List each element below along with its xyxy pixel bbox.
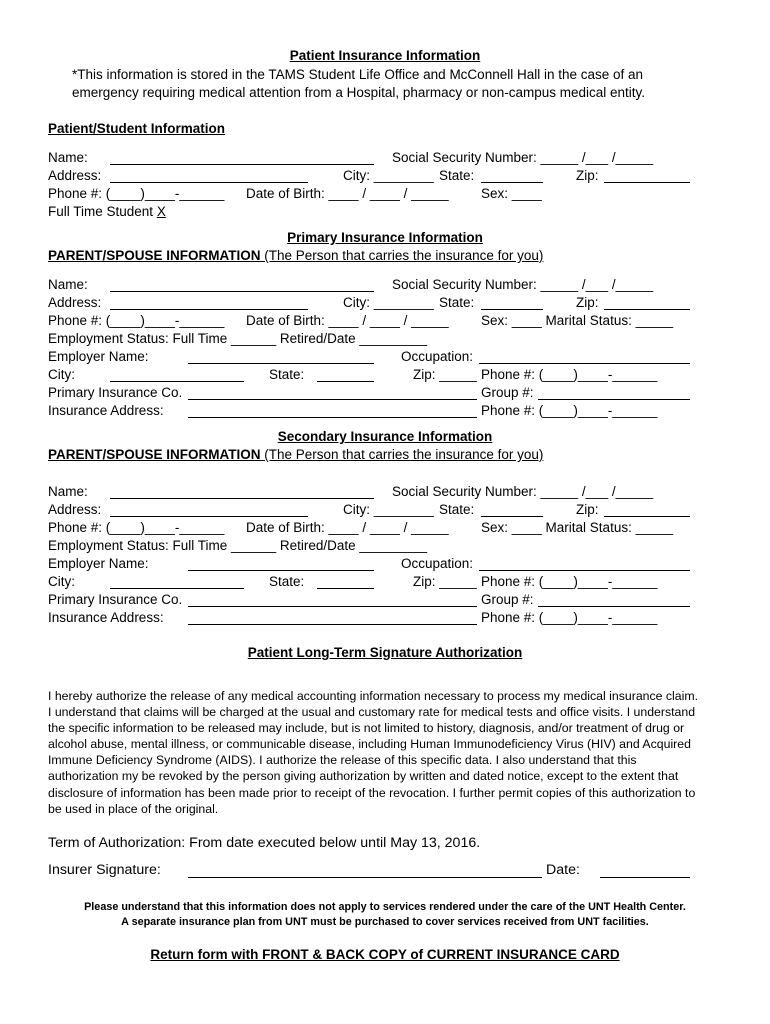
primary-insurance-co-field[interactable]	[188, 399, 477, 400]
primary-employment-status: Employment Status: Full Time ______ Retired/Date _________	[48, 331, 427, 346]
secondary-address-label: Address:	[48, 502, 102, 517]
primary-phone-label: Phone #: (____)____-______	[48, 313, 225, 328]
primary-employer-state-field[interactable]	[317, 381, 374, 382]
primary-zip-label: Zip:	[576, 295, 599, 310]
secondary-employer-field[interactable]	[188, 570, 374, 571]
secondary-group-label: Group #:	[481, 592, 534, 607]
secondary-employer-phone-label: Phone #: (____)____-______	[481, 574, 658, 589]
patient-city-label: City: ________	[343, 168, 434, 183]
primary-employer-field[interactable]	[188, 363, 374, 364]
secondary-name-field[interactable]	[110, 498, 374, 499]
term-of-authorization: Term of Authorization: From date executed below until May 13, 2016.	[48, 835, 481, 851]
primary-parent-spouse-note: (The Person that carries the insurance for you)	[260, 248, 544, 263]
secondary-parent-spouse-heading	[48, 447, 543, 463]
secondary-employer-label: Employer Name:	[48, 556, 149, 571]
primary-insurance-address-label: Insurance Address:	[48, 403, 164, 418]
primary-name-field[interactable]	[110, 291, 374, 292]
secondary-group-field[interactable]	[538, 606, 690, 607]
primary-employer-state-label: State:	[269, 367, 305, 382]
secondary-state-field[interactable]	[481, 516, 543, 517]
primary-employer-label: Employer Name:	[48, 349, 149, 364]
secondary-employer-state-field[interactable]	[317, 588, 374, 589]
primary-employer-phone-label: Phone #: (____)____-______	[481, 367, 658, 382]
secondary-name-label: Name:	[48, 484, 88, 499]
secondary-insurance-address-field[interactable]	[188, 624, 477, 625]
primary-name-label: Name:	[48, 277, 88, 292]
unt-separate-plan-note: A separate insurance plan from UNT must be purchased to cover services received from UNT facilities.	[121, 916, 649, 928]
secondary-employment-status: Employment Status: Full Time ______ Retired/Date _________	[48, 538, 427, 553]
primary-ssn-label: Social Security Number: _____ /___ /_____	[392, 277, 654, 292]
patient-phone-label: Phone #: (____)____-______	[48, 186, 225, 201]
secondary-parent-spouse-note: (The Person that carries the insurance for you)	[260, 447, 544, 462]
patient-zip-field[interactable]	[604, 182, 690, 183]
secondary-insurance-heading: Secondary Insurance Information	[277, 429, 493, 444]
patient-name-field[interactable]	[110, 164, 374, 165]
secondary-occupation-field[interactable]	[479, 570, 690, 571]
patient-state-field[interactable]	[481, 182, 543, 183]
patient-address-field[interactable]	[110, 182, 308, 183]
primary-occupation-field[interactable]	[479, 363, 690, 364]
page-title: Patient Insurance Information	[289, 48, 481, 63]
primary-zip-field[interactable]	[604, 309, 690, 310]
secondary-dob-label: Date of Birth: ____ / ____ / _____	[246, 520, 449, 535]
storage-note-line-2: emergency requiring medical attention from a Hospital, pharmacy or non-campus medical entity.	[72, 85, 646, 100]
secondary-employer-city-field[interactable]	[110, 588, 244, 589]
primary-sex-marital-label: Sex: ____ Marital Status: _____	[481, 313, 674, 328]
authorization-paragraph: I hereby authorize the release of any medical accounting information necessary to process my medical insurance claim. I understand that claims will be charged at the usual and customary rate for medical tests and office visits. I understand the specific information to be released may include, but is not limited to history, diagnosis, and/or treatment of drug or alcohol abuse, mental illness, or communicable disease, including Human Immunodeficiency Virus (HIV) and Acquired Immune Deficiency Syndrome (AIDS). I authorize the release of this specific data. I also understand that this authorization my be revoked by the person giving authorization by written and dated notice, except to the extent that disclosure of information has been made prior to receipt of the revocation. I further permit copies of this authorization to be used in place of the original.	[48, 689, 699, 816]
primary-insurance-heading: Primary Insurance Information	[287, 230, 483, 245]
secondary-zip-label: Zip:	[576, 502, 599, 517]
secondary-employer-state-label: State:	[269, 574, 305, 589]
secondary-phone-label: Phone #: (____)____-______	[48, 520, 225, 535]
secondary-parent-spouse-title: PARENT/SPOUSE INFORMATION	[48, 447, 261, 462]
primary-parent-spouse-title: PARENT/SPOUSE INFORMATION	[48, 248, 261, 263]
primary-state-label: State:	[439, 295, 475, 310]
patient-name-label: Name:	[48, 150, 88, 165]
secondary-insurance-address-label: Insurance Address:	[48, 610, 164, 625]
secondary-employer-city-label: City:	[48, 574, 75, 589]
authorization-heading: Patient Long-Term Signature Authorization	[247, 645, 523, 660]
primary-insurance-phone-label: Phone #: (____)____-______	[481, 403, 658, 418]
secondary-employer-zip-label: Zip: _____	[413, 574, 477, 589]
secondary-city-label: City: ________	[343, 502, 434, 517]
primary-insurance-co-label: Primary Insurance Co.	[48, 385, 183, 400]
primary-address-field[interactable]	[110, 309, 308, 310]
storage-note-line-1: *This information is stored in the TAMS Student Life Office and McConnell Hall in the case of an	[72, 67, 644, 82]
secondary-sex-marital-label: Sex: ____ Marital Status: _____	[481, 520, 674, 535]
secondary-ssn-label: Social Security Number: _____ /___ /_____	[392, 484, 654, 499]
primary-insurance-address-field[interactable]	[188, 417, 477, 418]
full-time-student-mark: X	[156, 204, 166, 219]
signature-date-label: Date:	[546, 862, 580, 878]
primary-address-label: Address:	[48, 295, 102, 310]
primary-dob-label: Date of Birth: ____ / ____ / _____	[246, 313, 449, 328]
secondary-occupation-label: Occupation:	[401, 556, 474, 571]
secondary-insurance-co-field[interactable]	[188, 606, 477, 607]
primary-employer-zip-label: Zip: _____	[413, 367, 477, 382]
primary-state-field[interactable]	[481, 309, 543, 310]
secondary-insurance-co-label: Primary Insurance Co.	[48, 592, 183, 607]
insurer-signature-field[interactable]	[188, 877, 542, 878]
insurer-signature-label: Insurer Signature:	[48, 862, 161, 878]
full-time-student-label: Full Time Student	[48, 204, 157, 219]
signature-date-field[interactable]	[600, 877, 690, 878]
secondary-address-field[interactable]	[110, 516, 308, 517]
primary-city-label: City: ________	[343, 295, 434, 310]
primary-group-field[interactable]	[538, 399, 690, 400]
secondary-insurance-phone-label: Phone #: (____)____-______	[481, 610, 658, 625]
patient-section-heading: Patient/Student Information	[48, 121, 225, 136]
patient-ssn-label: Social Security Number: _____ /___ /_____	[392, 150, 654, 165]
secondary-state-label: State:	[439, 502, 475, 517]
secondary-zip-field[interactable]	[604, 516, 690, 517]
primary-group-label: Group #:	[481, 385, 534, 400]
primary-employer-city-field[interactable]	[110, 381, 244, 382]
primary-occupation-label: Occupation:	[401, 349, 474, 364]
full-time-student	[48, 204, 166, 220]
patient-sex-label: Sex: ____	[481, 186, 542, 201]
primary-employer-city-label: City:	[48, 367, 75, 382]
patient-zip-label: Zip:	[576, 168, 599, 183]
primary-parent-spouse-heading	[48, 248, 543, 264]
patient-address-label: Address:	[48, 168, 102, 183]
unt-health-center-note: Please understand that this information does not apply to services rendered under the care of the UNT Health Center.	[84, 901, 686, 913]
patient-state-label: State:	[439, 168, 475, 183]
return-form-instruction: Return form with FRONT & BACK COPY of CURRENT INSURANCE CARD	[150, 947, 620, 962]
patient-dob-label: Date of Birth: ____ / ____ / _____	[246, 186, 449, 201]
